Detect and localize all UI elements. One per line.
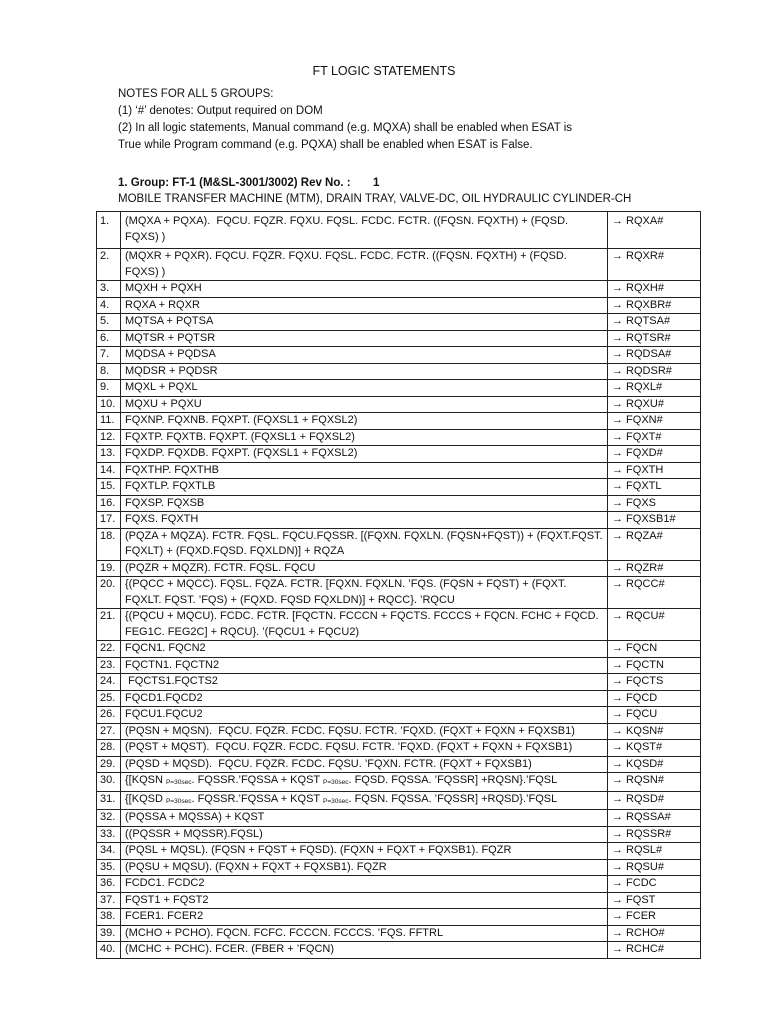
statement-text: (MQXA + PQXA). FQCU. FQZR. FQXU. FQSL. FCDC. FCTR. ((FQSN. FQXTH) + (FQSD. FQXS) ) (125, 215, 572, 243)
output-signal: → RQDSA# (608, 347, 701, 364)
row-number: 34. (97, 843, 121, 860)
table-row (97, 297, 701, 314)
row-number: 15. (97, 479, 121, 496)
logic-statement (121, 740, 608, 757)
logic-statement (121, 641, 608, 658)
statement-text: (PQST + MQST). FQCU. FQZR. FCDC. FQSU. FCTR. ’FQXD. (FQXT + FQXN + FQXSB1) (125, 741, 573, 753)
row-number: 3. (97, 281, 121, 298)
row-number: 16. (97, 495, 121, 512)
table-row (97, 560, 701, 577)
statement-text: (PQSL + MQSL). (FQSN + FQST + FQSD). (FQXN + FQXT + FQXSB1). FQZR (125, 844, 512, 856)
statement-text: FCDC1. FCDC2 (125, 877, 205, 889)
output-signal: → RQXBR# (608, 297, 701, 314)
row-number: 1. (97, 212, 121, 249)
row-number: 19. (97, 560, 121, 577)
statement-text: MQTSA + PQTSA (125, 315, 214, 327)
output-signal: → RQXL# (608, 380, 701, 397)
output-signal: → KQSD# (608, 756, 701, 773)
output-signal: → RQXH# (608, 281, 701, 298)
table-row (97, 942, 701, 959)
output-signal: → FQXD# (608, 446, 701, 463)
logic-statement (121, 560, 608, 577)
output-signal: → FQST (608, 892, 701, 909)
logic-statement (121, 479, 608, 496)
logic-statement (121, 674, 608, 691)
table-row (97, 657, 701, 674)
row-number: 20. (97, 577, 121, 609)
logic-statement (121, 723, 608, 740)
logic-statement (121, 249, 608, 281)
statement-subscript: P=30sec (165, 797, 192, 805)
statement-text: {(PQCU + MQCU). FCDC. FCTR. [FQCTN. FCCCN + FQCTS. FCCCS + FQCN. FCHC + FQCD. FEG1C. FEG2C] + RQCU}. ’(FQCU1 + FQCU2) (125, 610, 602, 638)
row-number: 29. (97, 756, 121, 773)
note-2-line-1: (2) In all logic statements, Manual command (e.g. MQXA) shall be enabled when ESAT is (118, 122, 573, 134)
logic-statement (121, 810, 608, 827)
statement-text: {[KQSD (125, 792, 166, 805)
table-row (97, 512, 701, 529)
row-number: 25. (97, 690, 121, 707)
statement-text: FQXSP. FQXSB (125, 496, 205, 509)
row-number: 6. (97, 330, 121, 347)
logic-statement (121, 925, 608, 942)
logic-statement (121, 859, 608, 876)
statement-text: (PQZA + MQZA). FCTR. FQSL. FQCU.FQSSR. [(FQXN. FQXLN. (FQSN+FQST)) + (FQXT.FQST. FQXLT) + (FQXD.FQSD. FQXLDN)] + RQZA (125, 529, 606, 557)
note-1: (1) ‘#’ denotes: Output required on DOM (118, 105, 323, 117)
table-row (97, 577, 701, 609)
statement-text: RQXA + RQXR (125, 298, 200, 311)
table-row (97, 609, 701, 641)
logic-statements-table (96, 211, 701, 959)
note-2-line-2: True while Program command (e.g. PQXA) shall be enabled when ESAT is False. (118, 139, 533, 151)
statement-text: . FQSSR.’FQSSA + KQST (191, 774, 323, 786)
row-number: 17. (97, 512, 121, 529)
document-title: FT LOGIC STATEMENTS (312, 64, 456, 78)
statement-text: ((PQSSR + MQSSR).FQSL) (125, 827, 263, 840)
output-signal: → FQCD (608, 690, 701, 707)
statement-text: FQCTN1. FQCTN2 (125, 658, 220, 671)
table-row (97, 446, 701, 463)
statement-text: {[KQSN (125, 774, 166, 786)
table-row (97, 690, 701, 707)
table-row (97, 909, 701, 926)
row-number: 24. (97, 674, 121, 691)
row-number: 2. (97, 249, 121, 281)
statement-text: . FQSSR.’FQSSA + KQST (191, 792, 323, 805)
group-revision-number: 1 (373, 177, 380, 189)
output-signal: → KQSN# (608, 723, 701, 740)
statement-text: FQXNP. FQXNB. FQXPT. (FQXSL1 + FQXSL2) (125, 414, 358, 426)
row-number: 10. (97, 396, 121, 413)
output-signal: → RQXA# (608, 212, 701, 249)
table-row (97, 810, 701, 827)
table-row (97, 723, 701, 740)
output-signal: → RQSSA# (608, 810, 701, 827)
row-number: 7. (97, 347, 121, 364)
logic-statement (121, 577, 608, 609)
logic-statement (121, 413, 608, 430)
table-row (97, 859, 701, 876)
logic-statement (121, 314, 608, 331)
output-signal: → RQZR# (608, 560, 701, 577)
row-number: 35. (97, 859, 121, 876)
table-row (97, 495, 701, 512)
statement-text: MQXU + PQXU (125, 397, 202, 410)
row-number: 12. (97, 429, 121, 446)
table-row (97, 892, 701, 909)
logic-statement (121, 347, 608, 364)
table-row (97, 528, 701, 560)
statement-text: FQCN1. FQCN2 (125, 642, 206, 654)
statement-text: {(PQCC + MQCC). FQSL. FQZA. FCTR. [FQXN. FQXLN. ’FQS. (FQSN + FQST) + (FQXT. FQXLT. FQST. ’FQS) + (FQXD. FQSD FQXLDN)] + RQCC}. ’RQCU (125, 578, 570, 606)
row-number: 8. (97, 363, 121, 380)
table-row (97, 429, 701, 446)
output-signal: → FQCU (608, 707, 701, 724)
output-signal: → FQXS (608, 495, 701, 512)
output-signal: → RQDSR# (608, 363, 701, 380)
row-number: 38. (97, 909, 121, 926)
table-row (97, 843, 701, 860)
row-number: 22. (97, 641, 121, 658)
output-signal: → RCHO# (608, 925, 701, 942)
table-row (97, 396, 701, 413)
table-row (97, 212, 701, 249)
table-row (97, 925, 701, 942)
logic-statement (121, 942, 608, 959)
logic-statement (121, 380, 608, 397)
logic-statement (121, 512, 608, 529)
row-number: 18. (97, 528, 121, 560)
output-signal: → FQCTS (608, 674, 701, 691)
logic-statement (121, 843, 608, 860)
statement-text: FQXTP. FQXTB. FQXPT. (FQXSL1 + FQXSL2) (125, 430, 355, 443)
statement-text: FQST1 + FQST2 (125, 893, 209, 906)
row-number: 27. (97, 723, 121, 740)
statement-text: FQCTS1.FQCTS2 (125, 675, 218, 687)
logic-statement (121, 791, 608, 810)
output-signal: → FQCN (608, 641, 701, 658)
statement-text: FQXTLP. FQXTLB (125, 480, 216, 492)
group-subtitle: MOBILE TRANSFER MACHINE (MTM), DRAIN TRAY, VALVE-DC, OIL HYDRAULIC CYLINDER-CH (118, 193, 632, 205)
logic-statement (121, 892, 608, 909)
row-number: 5. (97, 314, 121, 331)
logic-statement (121, 212, 608, 249)
output-signal: → RQXU# (608, 396, 701, 413)
output-signal: → FQXN# (608, 413, 701, 430)
statement-text: FQCU1.FQCU2 (125, 708, 203, 720)
logic-statement (121, 826, 608, 843)
notes-heading: NOTES FOR ALL 5 GROUPS: (118, 88, 274, 100)
logic-statement (121, 330, 608, 347)
statement-subscript: P=30sec (165, 779, 192, 786)
statement-text: FQXDP. FQXDB. FQXPT. (FQXSL1 + FQXSL2) (125, 447, 358, 459)
output-signal: → RQTSR# (608, 330, 701, 347)
logic-statement (121, 657, 608, 674)
output-signal: → FQCTN (608, 657, 701, 674)
table-row (97, 479, 701, 496)
statement-text: MQTSR + PQTSR (125, 331, 216, 344)
statement-text: (MCHC + PCHC). FCER. (FBER + ’FQCN) (125, 943, 334, 955)
statement-text: FQXTHP. FQXTHB (125, 463, 219, 476)
statement-text: (PQZR + MQZR). FCTR. FQSL. FQCU (125, 561, 316, 574)
row-number: 31. (97, 791, 121, 810)
statement-text: FQCD1.FQCD2 (125, 691, 203, 704)
output-signal: → FQXTL (608, 479, 701, 496)
row-number: 36. (97, 876, 121, 893)
statement-subscript: P=30sec (322, 779, 349, 786)
logic-statement (121, 690, 608, 707)
table-row (97, 641, 701, 658)
output-signal: → RQSN# (608, 773, 701, 792)
statement-text: (PQSSA + MQSSA) + KQST (125, 811, 265, 823)
output-signal: → KQST# (608, 740, 701, 757)
output-signal: → RQSL# (608, 843, 701, 860)
table-row (97, 330, 701, 347)
table-row (97, 314, 701, 331)
output-signal: → RQSU# (608, 859, 701, 876)
logic-statement (121, 429, 608, 446)
logic-statement (121, 363, 608, 380)
row-number: 30. (97, 773, 121, 792)
output-signal: → RQSSR# (608, 826, 701, 843)
output-signal: → FCDC (608, 876, 701, 893)
statement-text: FCER1. FCER2 (125, 910, 204, 922)
logic-statement (121, 876, 608, 893)
statement-text: . FQSN. FQSSA. ’FQSSR] +RQSD}.’FQSL (348, 792, 558, 805)
output-signal: → RQSD# (608, 791, 701, 810)
row-number: 9. (97, 380, 121, 397)
table-row (97, 380, 701, 397)
table-row (97, 791, 701, 810)
table-row (97, 281, 701, 298)
logic-statement (121, 909, 608, 926)
output-signal: → FQXT# (608, 429, 701, 446)
table-row (97, 674, 701, 691)
row-number: 39. (97, 925, 121, 942)
statement-text: (PQSD + MQSD). FQCU. FQZR. FCDC. FQSU. ’FQXN. FCTR. (FQXT + FQXSB1) (125, 757, 532, 770)
logic-statement (121, 528, 608, 560)
statement-text: MQXH + PQXH (125, 282, 202, 294)
table-row (97, 462, 701, 479)
table-row (97, 773, 701, 792)
row-number: 4. (97, 297, 121, 314)
output-signal: → RQTSA# (608, 314, 701, 331)
row-number: 21. (97, 609, 121, 641)
statement-text: (MCHO + PCHO). FQCN. FCFC. FCCCN. FCCCS. ’FQS. FFTRL (125, 926, 444, 939)
logic-statement (121, 396, 608, 413)
output-signal: → FQXSB1# (608, 512, 701, 529)
statement-text: MQDSR + PQDSR (125, 364, 218, 377)
table-row (97, 249, 701, 281)
table-row (97, 347, 701, 364)
output-signal: → FCER (608, 909, 701, 926)
table-row (97, 363, 701, 380)
output-signal: → RQCU# (608, 609, 701, 641)
logic-statement (121, 609, 608, 641)
output-signal: → RCHC# (608, 942, 701, 959)
statement-subscript: P=30sec (322, 797, 349, 805)
row-number: 32. (97, 810, 121, 827)
logic-statement (121, 756, 608, 773)
statement-text: FQXS. FQXTH (125, 513, 199, 525)
logic-statement (121, 773, 608, 792)
row-number: 13. (97, 446, 121, 463)
table-row (97, 756, 701, 773)
row-number: 11. (97, 413, 121, 430)
statement-text: (MQXR + PQXR). FQCU. FQZR. FQXU. FQSL. FCDC. FCTR. ((FQSN. FQXTH) + (FQSD. FQXS) ) (125, 250, 570, 278)
row-number: 28. (97, 740, 121, 757)
logic-statement (121, 495, 608, 512)
logic-statement (121, 297, 608, 314)
logic-statement (121, 281, 608, 298)
statement-text: (PQSN + MQSN). FQCU. FQZR. FCDC. FQSU. FCTR. ’FQXD. (FQXT + FQXN + FQXSB1) (125, 724, 575, 737)
row-number: 40. (97, 942, 121, 959)
output-signal: → FQXTH (608, 462, 701, 479)
logic-statement (121, 707, 608, 724)
logic-statement (121, 462, 608, 479)
statement-text: (PQSU + MQSU). (FQXN + FQXT + FQXSB1). FQZR (125, 860, 387, 873)
row-number: 33. (97, 826, 121, 843)
output-signal: → RQXR# (608, 249, 701, 281)
table-row (97, 707, 701, 724)
row-number: 14. (97, 462, 121, 479)
statement-text: MQXL + PQXL (125, 381, 198, 393)
row-number: 23. (97, 657, 121, 674)
output-signal: → RQCC# (608, 577, 701, 609)
table-row (97, 876, 701, 893)
group-heading: 1. Group: FT-1 (M&SL-3001/3002) Rev No. : (118, 177, 351, 189)
statement-text: MQDSA + PQDSA (125, 348, 216, 360)
table-row (97, 826, 701, 843)
row-number: 37. (97, 892, 121, 909)
table-row (97, 740, 701, 757)
table-row (97, 413, 701, 430)
output-signal: → RQZA# (608, 528, 701, 560)
statement-text: . FQSD. FQSSA. ’FQSSR] +RQSN}.’FQSL (348, 774, 558, 786)
logic-statement (121, 446, 608, 463)
row-number: 26. (97, 707, 121, 724)
